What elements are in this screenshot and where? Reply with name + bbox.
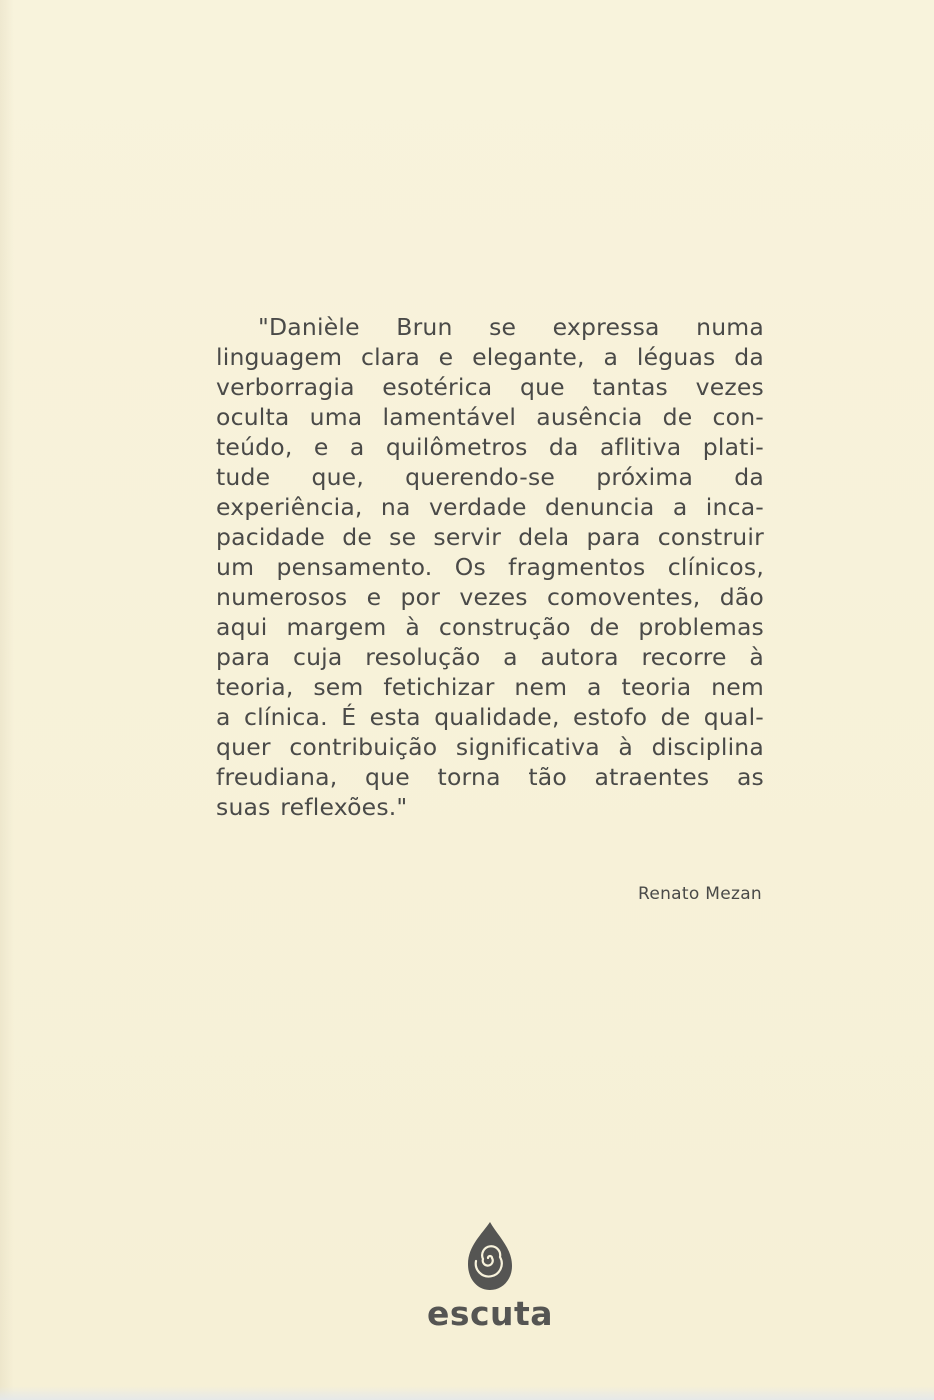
quote-line: a clínica. É esta qualidade, estofo de qual-: [216, 703, 764, 731]
quote-line: experiência, na verdade denuncia a inca-: [216, 493, 764, 521]
quote-line: numerosos e por vezes comoventes, dão: [216, 583, 764, 611]
quote-line: aqui margem à construção de problemas: [216, 613, 764, 641]
quote-line: quer contribuição significativa à disciplina: [216, 733, 764, 761]
quote-line: linguagem clara e elegante, a léguas da: [216, 343, 764, 371]
quote-line: tude que, querendo-se próxima da: [216, 463, 764, 491]
publisher-name: escuta: [426, 1294, 554, 1333]
spiral-shell-icon: [460, 1220, 520, 1292]
quote-block: [216, 312, 764, 822]
quote-line: oculta uma lamentável ausência de con-: [216, 403, 764, 431]
quote-line: verborragia esotérica que tantas vezes: [216, 373, 764, 401]
quote-line: um pensamento. Os fragmentos clínicos,: [216, 553, 764, 581]
quote-line: suas reflexões.": [216, 793, 408, 821]
quote-line: teoria, sem fetichizar nem a teoria nem: [216, 673, 764, 701]
quote-line: teúdo, e a quilômetros da aflitiva plati-: [216, 433, 764, 461]
publisher-logo: [420, 1220, 560, 1333]
quote-line: para cuja resolução a autora recorre à: [216, 643, 764, 671]
page-bottom-edge: [0, 1386, 934, 1400]
quote-author: Renato Mezan: [637, 884, 762, 904]
quote-line: freudiana, que torna tão atraentes as: [216, 763, 764, 791]
quote-line: pacidade de se servir dela para construir: [216, 523, 764, 551]
quote-line: "Danièle Brun se expressa numa: [258, 313, 764, 341]
